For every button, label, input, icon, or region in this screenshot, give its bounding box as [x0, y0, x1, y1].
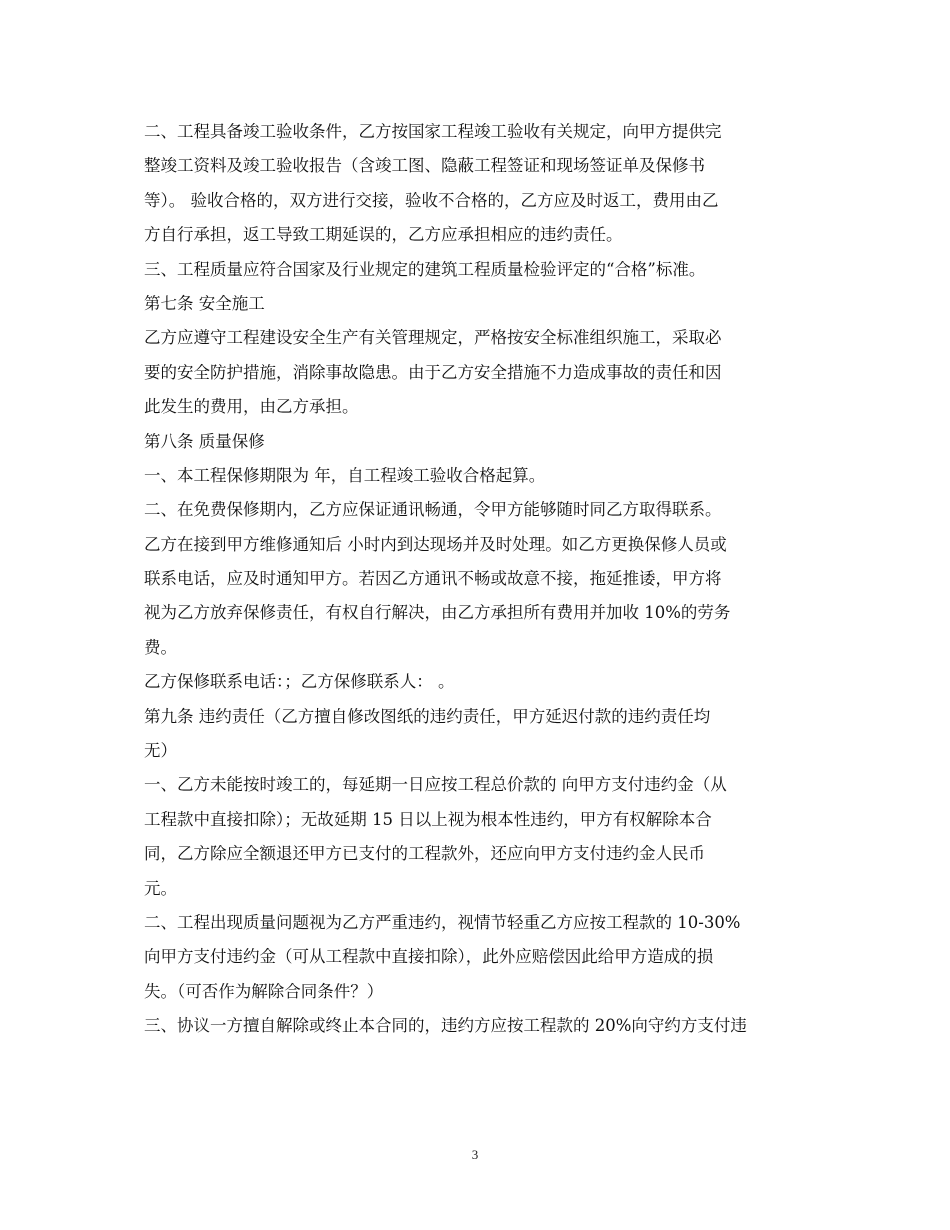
- text-line: 失。（可否作为解除合同条件？）: [144, 981, 384, 1001]
- text-line: 二、在免费保修期内，乙方应保证通讯畅通，令甲方能够随时同乙方取得联系。: [144, 500, 722, 520]
- text-line: 无）: [144, 741, 177, 761]
- text-line: 费。: [144, 637, 177, 657]
- section-heading: 第七条 安全施工: [144, 293, 265, 313]
- text-line: 一、乙方未能按时竣工的，每延期一日应按工程总价款的 向甲方支付违约金（从: [144, 775, 727, 795]
- text-line: 工程款中直接扣除）；无故延期 15 日以上视为根本性违约，甲方有权解除本合: [144, 809, 712, 829]
- text-line: 视为乙方放弃保修责任，有权自行解决，由乙方承担所有费用并加收 10%的劳务: [144, 603, 731, 623]
- text-line: 要的安全防护措施，消除事故隐患。由于乙方安全措施不力造成事故的责任和因: [144, 362, 722, 382]
- section-heading: 第八条 质量保修: [144, 431, 265, 451]
- text-line: 三、协议一方擅自解除或终止本合同的，违约方应按工程款的 20%向守约方支付违: [144, 1016, 747, 1036]
- text-line: 同，乙方除应全额退还甲方已支付的工程款外，还应向甲方支付违约金人民币: [144, 844, 705, 864]
- text-line: 乙方保修联系电话：；乙方保修联系人： 。: [144, 672, 455, 692]
- text-line: 向甲方支付违约金（可从工程款中直接扣除），此外应赔偿因此给甲方造成的损: [144, 947, 714, 967]
- page-number: 3: [471, 1147, 479, 1162]
- section-heading: 第九条 违约责任（乙方擅自修改图纸的违约责任，甲方延迟付款的违约责任均: [144, 706, 711, 726]
- text-line: 联系电话，应及时通知甲方。若因乙方通讯不畅或故意不接，拖延推诿，甲方将: [144, 569, 722, 589]
- text-line: 此发生的费用，由乙方承担。: [144, 397, 359, 417]
- document-body: [144, 115, 808, 1044]
- text-line: 等）。 验收合格的，双方进行交接，验收不合格的，乙方应及时返工，费用由乙: [144, 190, 719, 210]
- text-line: 乙方在接到甲方维修通知后 小时内到达现场并及时处理。如乙方更换保修人员或: [144, 534, 727, 554]
- text-line: 二、工程出现质量问题视为乙方严重违约，视情节轻重乙方应按工程款的 10-30%: [144, 912, 741, 932]
- text-line: 一、本工程保修期限为 年，自工程竣工验收合格起算。: [144, 465, 546, 485]
- text-line: 乙方应遵守工程建设安全生产有关管理规定，严格按安全标准组织施工，采取必: [144, 328, 722, 348]
- text-line: 整竣工资料及竣工验收报告（含竣工图、隐蔽工程签证和现场签证单及保修书: [144, 156, 705, 176]
- text-line: 三、工程质量应符合国家及行业规定的建筑工程质量检验评定的“合格”标准。: [144, 259, 706, 279]
- text-line: 元。: [144, 878, 177, 898]
- text-line: 方自行承担，返工导致工期延误的，乙方应承担相应的违约责任。: [144, 225, 623, 245]
- text-line: 二、工程具备竣工验收条件，乙方按国家工程竣工验收有关规定，向甲方提供完: [144, 122, 722, 141]
